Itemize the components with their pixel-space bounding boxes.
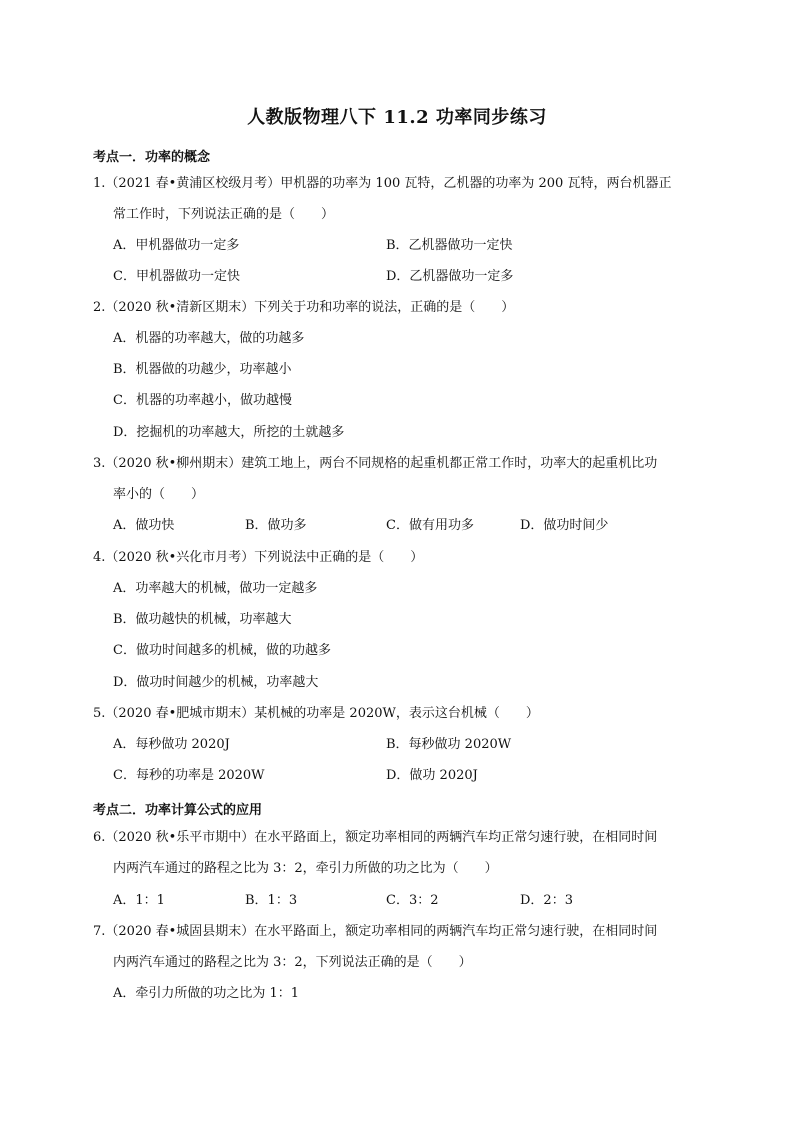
q1-option-b: B．乙机器做功一定快 xyxy=(386,238,513,253)
q4-option-c: C．做功时间越多的机械，做的功越多 xyxy=(113,643,331,658)
question-7-text-cont: 内两汽车通过的路程之比为 3：2，下列说法正确的是（ ） xyxy=(113,955,472,970)
q6-option-c: C．3：2 xyxy=(386,893,439,908)
q6-option-d: D．2：3 xyxy=(520,893,573,908)
question-7-text: 7.（2020 春•城固县期末）在水平路面上，额定功率相同的两辆汽车均正常匀速行驶，在相同时间 xyxy=(93,924,658,939)
question-3-text-cont: 率小的（ ） xyxy=(113,487,205,502)
question-5-text: 5.（2020 春•肥城市期末）某机械的功率是 2020W，表示这台机械（ ） xyxy=(93,706,539,721)
q5-option-d: D．做功 2020J xyxy=(386,768,478,783)
question-6-text: 6.（2020 秋•乐平市期中）在水平路面上，额定功率相同的两辆汽车均正常匀速行驶，在相同时间 xyxy=(93,830,658,845)
q2-option-c: C．机器的功率越小，做功越慢 xyxy=(113,393,292,408)
q5-option-b: B．每秒做功 2020W xyxy=(386,737,512,752)
document-title: 人教版物理八下 11.2 功率同步练习 xyxy=(247,107,547,128)
q3-option-a: A．做功快 xyxy=(113,518,175,533)
question-2-text: 2.（2020 秋•清新区期末）下列关于功和功率的说法，正确的是（ ） xyxy=(93,300,515,315)
question-6-text-cont: 内两汽车通过的路程之比为 3：2，牵引力所做的功之比为（ ） xyxy=(113,861,498,876)
q4-option-d: D．做功时间越少的机械，功率越大 xyxy=(113,675,319,690)
section-heading: 考点二．功率计算公式的应用 xyxy=(93,803,263,818)
q7-option-a: A．牵引力所做的功之比为 1：1 xyxy=(113,986,300,1001)
q1-option-a: A．甲机器做功一定多 xyxy=(113,238,240,253)
q6-option-b: B．1：3 xyxy=(245,893,298,908)
q3-option-b: B．做功多 xyxy=(245,518,307,533)
question-1-text: 1.（2021 春•黄浦区校级月考）甲机器的功率为 100 瓦特，乙机器的功率为 200 瓦特，两台机器正 xyxy=(93,176,672,191)
q6-option-a: A．1：1 xyxy=(113,893,165,908)
q4-option-a: A．功率越大的机械，做功一定越多 xyxy=(113,581,318,596)
question-3-text: 3.（2020 秋•柳州期末）建筑工地上，两台不同规格的起重机都正常工作时，功率大的起重机比功 xyxy=(93,456,658,471)
q2-option-b: B．机器做的功越少，功率越小 xyxy=(113,362,292,377)
q1-option-c: C．甲机器做功一定快 xyxy=(113,269,240,284)
q3-option-c: C．做有用功多 xyxy=(386,518,474,533)
q3-option-d: D．做功时间少 xyxy=(520,518,609,533)
question-4-text: 4.（2020 秋•兴化市月考）下列说法中正确的是（ ） xyxy=(93,550,424,565)
q5-option-a: A．每秒做功 2020J xyxy=(113,737,230,752)
q5-option-c: C．每秒的功率是 2020W xyxy=(113,768,265,783)
question-1-text-cont: 常工作时，下列说法正确的是（ ） xyxy=(113,207,335,222)
q2-option-a: A．机器的功率越大，做的功越多 xyxy=(113,331,305,346)
q2-option-d: D．挖掘机的功率越大，所挖的土就越多 xyxy=(113,425,345,440)
section-heading: 考点一．功率的概念 xyxy=(93,150,211,165)
q4-option-b: B．做功越快的机械，功率越大 xyxy=(113,612,292,627)
q1-option-d: D．乙机器做功一定多 xyxy=(386,269,514,284)
